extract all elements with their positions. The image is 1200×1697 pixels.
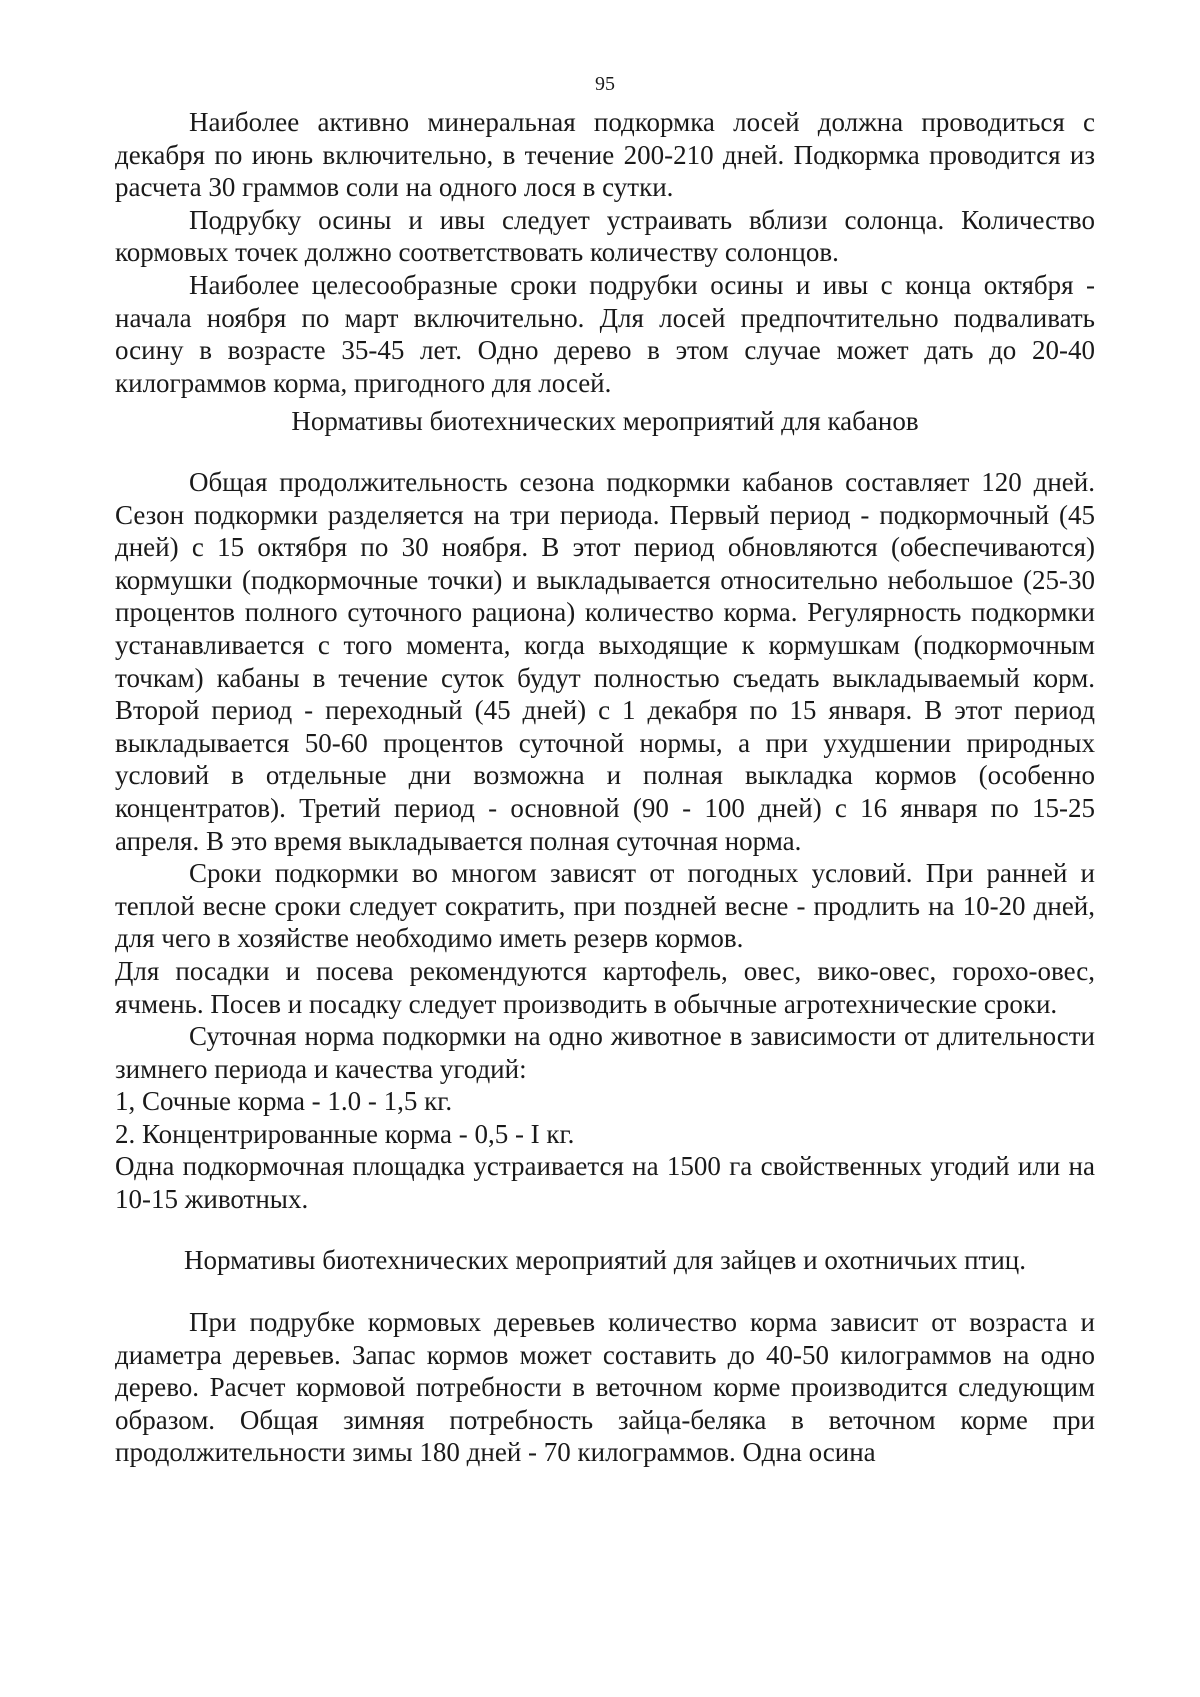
section-heading-hares-birds: Нормативы биотехнических мероприятий для зайцев и охотничьих птиц.	[184, 1245, 1026, 1275]
moose-section	[115, 106, 1095, 399]
list-item-succulent-feed: 1, Сочные корма - 1.0 - 1,5 кг.	[115, 1086, 453, 1117]
paragraph-planting: Для посадки и посева рекомендуются картофель, овес, вико-овес, горохо-овес, ячмень. Посев и посадку следует производить в обычные агротехнические сроки.	[115, 955, 1095, 1019]
paragraph-aspen-cutting: Подрубку осины и ивы следует устраивать вблизи солонца. Количество кормовых точек должно соответствовать количеству солонцов.	[115, 204, 1095, 268]
section-heading-boar: Нормативы биотехнических мероприятий для кабанов	[291, 406, 919, 436]
paragraph-feeding-terms: Сроки подкормки во многом зависят от погодных условий. При ранней и теплой весне сроки следует сократить, при поздней весне - продлить на 10-20 дней, для чего в хозяйстве необходимо иметь резерв кормов.	[115, 858, 1095, 954]
boar-section	[115, 466, 1095, 1216]
hare-heading-block	[115, 1244, 1095, 1277]
hare-section	[115, 1306, 1095, 1469]
paragraph-cutting-timing: Наиболее целесообразные сроки подрубки осины и ивы с конца октября - начала ноября по март включительно. Для лосей предпочтительно подваливать осину в возрасте 35-45 лет. Одно дерево в этом случае может дать до 20-40 килограммов корма, пригодного для лосей.	[115, 269, 1095, 398]
paragraph-mineral-feeding: Наиболее активно минеральная подкормка лосей должна проводиться с декабря по июнь включительно, в течение 200-210 дней. Подкормка проводится из расчета 30 граммов соли на одного лося в сутки.	[115, 107, 1095, 203]
paragraph-daily-norm: Суточная норма подкормки на одно животное в зависимости от длительности зимнего периода и качества угодий:	[115, 1021, 1095, 1084]
boar-heading-block	[115, 405, 1095, 438]
paragraph-feeding-site: Одна подкормочная площадка устраивается на 1500 га свойственных угодий или на 10-15 животных.	[115, 1151, 1095, 1215]
list-item-concentrated-feed: 2. Концентрированные корма - 0,5 - I кг.	[115, 1118, 575, 1149]
page-number: 95	[595, 73, 615, 95]
paragraph-feeding-season: Общая продолжительность сезона подкормки кабанов составляет 120 дней. Сезон подкормки разделяется на три периода. Первый период - подкормочный (45 дней) с 15 октября по 30 ноября. В этот период обновляются (обеспечиваются) кормушки (подкормочные точки) и выкладывается относительно небольшое (25-30 процентов полного суточного рациона) количество корма. Регулярность подкормки устанавливается с того момента, когда выходящие к кормушкам (подкормочным точкам) кабаны в течение суток будут полностью съедать выкладываемый корм. Второй период - переходный (45 дней) с 1 декабря по 15 января. В этот период выкладывается 50-60 процентов суточной нормы, а при ухудшении природных условий в отдельные дни возможна и полная выкладка кормов (особенно концентратов). Третий период - основной (90 - 100 дней) с 16 января по 15-25 апреля. В это время выкладывается полная суточная норма.	[115, 467, 1095, 856]
paragraph-feed-trees: При подрубке кормовых деревьев количество корма зависит от возраста и диаметра деревьев. Запас кормов может составить до 40-50 килограммов на одно дерево. Расчет кормовой потребности в веточном корме производится следующим образом. Общая зимняя потребность зайца-беляка в веточном корме при продолжительности зимы 180 дней - 70 килограммов. Одна осина	[115, 1307, 1095, 1468]
